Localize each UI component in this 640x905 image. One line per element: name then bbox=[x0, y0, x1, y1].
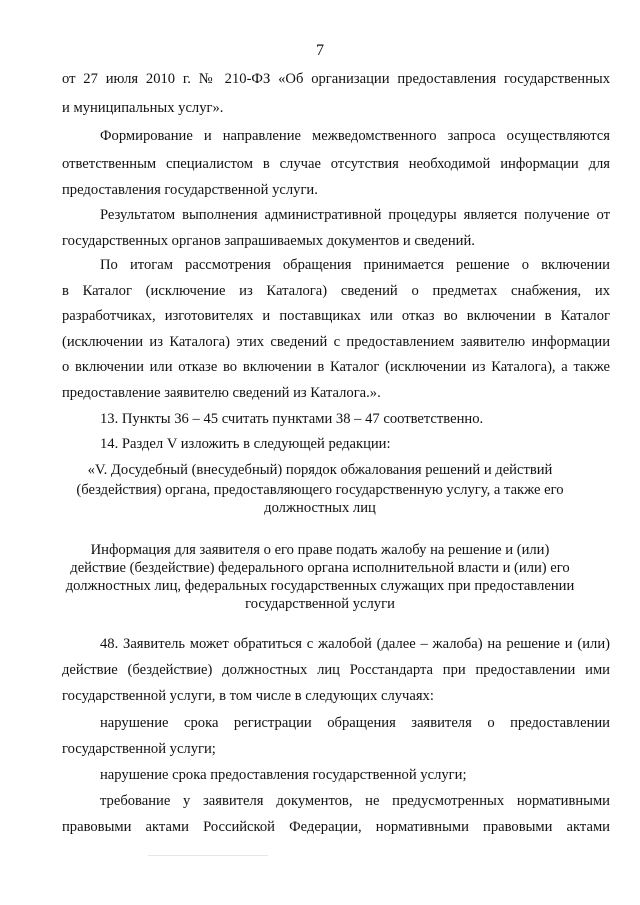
text-line: 48. Заявитель может обратиться с жалобой (далее – жалоба) на решение и (или) bbox=[100, 636, 610, 652]
text-line: (исключении из Каталога) этих сведений с предоставлением заявителю информации bbox=[62, 334, 610, 350]
text-line: действие (бездействие) должностных лиц Росстандарта при предоставлении ими bbox=[62, 662, 610, 678]
text-line: предоставления государственной услуги. bbox=[62, 182, 318, 198]
text-line: Формирование и направление межведомственного запроса осуществляются bbox=[100, 128, 610, 144]
scan-artifact-line bbox=[148, 855, 268, 856]
page-number: 7 bbox=[316, 42, 324, 59]
text-line: 13. Пункты 36 – 45 считать пунктами 38 – 47 соответственно. bbox=[100, 411, 484, 427]
heading-line: «V. Досудебный (внесудебный) порядок обжалования решений и действий bbox=[87, 462, 553, 478]
heading-line: государственной услуги bbox=[245, 596, 395, 612]
text-line: о включении или отказе во включении в Каталог (исключении из Каталога), а также bbox=[62, 359, 610, 375]
text-line: государственной услуги, в том числе в следующих случаях: bbox=[62, 688, 434, 704]
heading-line: (бездействия) органа, предоставляющего государственную услугу, а также его bbox=[76, 482, 564, 498]
text-line: от 27 июля 2010 г. № 210-ФЗ «Об организации предоставления государственных bbox=[62, 71, 610, 87]
text-line: предоставление заявителю сведений из Каталога.». bbox=[62, 385, 381, 401]
text-line: разработчиках, изготовителях и поставщиках или отказ во включении в Каталог bbox=[62, 308, 610, 324]
text-line: правовыми актами Российской Федерации, нормативными правовыми актами bbox=[62, 819, 610, 835]
text-line: 14. Раздел V изложить в следующей редакции: bbox=[100, 436, 391, 452]
text-line: ответственным специалистом в случае отсутствия необходимой информации для bbox=[62, 156, 610, 172]
text-line: государственных органов запрашиваемых документов и сведений. bbox=[62, 233, 475, 249]
heading-line: должностных лиц bbox=[264, 500, 376, 516]
text-line: и муниципальных услуг». bbox=[62, 100, 224, 116]
heading-line: должностных лиц, федеральных государственных служащих при предоставлении bbox=[65, 578, 575, 594]
heading-line: Информация для заявителя о его праве подать жалобу на решение и (или) bbox=[90, 542, 550, 558]
heading-line: действие (бездействие) федерального органа исполнительной власти и (или) его bbox=[70, 560, 570, 576]
text-line: государственной услуги; bbox=[62, 741, 216, 757]
text-line: требование у заявителя документов, не предусмотренных нормативными bbox=[100, 793, 610, 809]
text-line: нарушение срока предоставления государственной услуги; bbox=[100, 767, 467, 783]
text-line: нарушение срока регистрации обращения заявителя о предоставлении bbox=[100, 715, 610, 731]
text-line: По итогам рассмотрения обращения принимается решение о включении bbox=[100, 257, 610, 273]
text-line: Результатом выполнения административной процедуры является получение от bbox=[100, 207, 610, 223]
text-line: в Каталог (исключение из Каталога) сведений о предметах снабжения, их bbox=[62, 283, 610, 299]
